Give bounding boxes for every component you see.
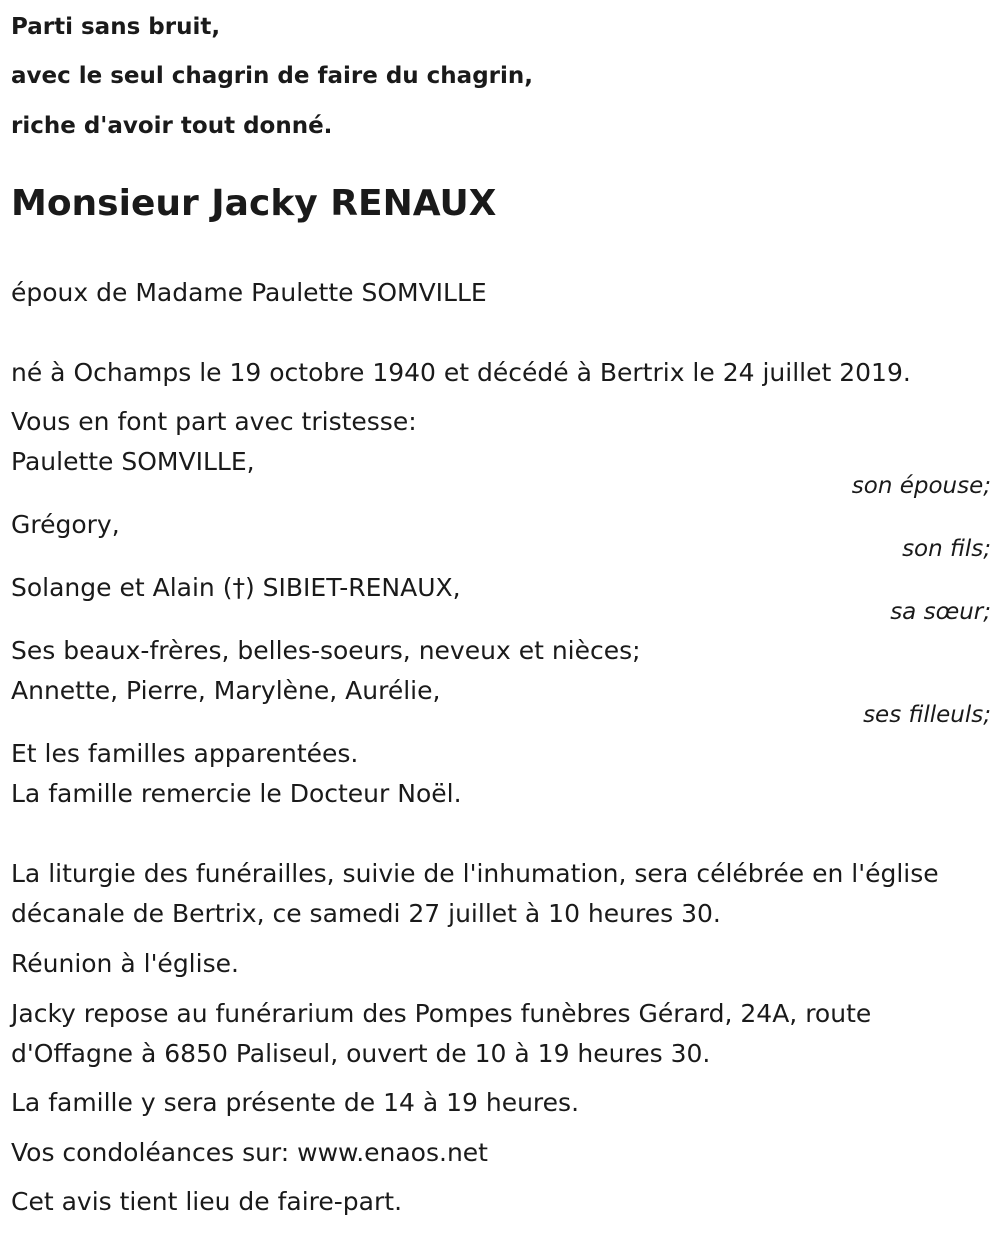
- family-member-name: Grégory,: [11, 510, 120, 539]
- family-member-role: son fils;: [902, 536, 991, 562]
- funeral-line-2: décanale de Bertrix, ce samedi 27 juillet à 10 heures 30.: [11, 899, 721, 928]
- funeral-line-1: La liturgie des funérailles, suivie de l'inhumation, sera célébrée en l'église: [11, 859, 939, 888]
- family-member-name: Solange et Alain (†) SIBIET-RENAUX,: [11, 573, 461, 602]
- thanks-line: La famille remercie le Docteur Noël.: [11, 779, 462, 808]
- announcement-intro: Vous en font part avec tristesse:: [11, 407, 417, 436]
- extended-family-line: Ses beaux-frères, belles-soeurs, neveux et nièces;: [11, 636, 641, 665]
- epigraph-line-1: Parti sans bruit,: [11, 14, 221, 40]
- family-member-role: son épouse;: [851, 473, 991, 499]
- family-member-name: Paulette SOMVILLE,: [11, 447, 255, 476]
- birth-death-line: né à Ochamps le 19 octobre 1940 et décédé à Bertrix le 24 juillet 2019.: [11, 358, 911, 387]
- related-families-line: Et les familles apparentées.: [11, 739, 359, 768]
- condolences-line: Vos condoléances sur: www.enaos.net: [11, 1138, 488, 1167]
- meeting-line: Réunion à l'église.: [11, 949, 239, 978]
- family-presence-line: La famille y sera présente de 14 à 19 heures.: [11, 1088, 580, 1117]
- family-member-role: sa sœur;: [890, 599, 991, 625]
- repose-line-1: Jacky repose au funérarium des Pompes funèbres Gérard, 24A, route: [11, 999, 872, 1028]
- spouse-line: époux de Madame Paulette SOMVILLE: [11, 278, 487, 307]
- notice-line: Cet avis tient lieu de faire-part.: [11, 1187, 403, 1216]
- godchildren-names: Annette, Pierre, Marylène, Aurélie,: [11, 676, 441, 705]
- repose-line-2: d'Offagne à 6850 Paliseul, ouvert de 10 à 19 heures 30.: [11, 1039, 711, 1068]
- deceased-name-title: Monsieur Jacky RENAUX: [11, 183, 497, 224]
- epigraph-line-3: riche d'avoir tout donné.: [11, 113, 333, 139]
- godchildren-role: ses filleuls;: [863, 702, 991, 728]
- epigraph-line-2: avec le seul chagrin de faire du chagrin,: [11, 63, 534, 89]
